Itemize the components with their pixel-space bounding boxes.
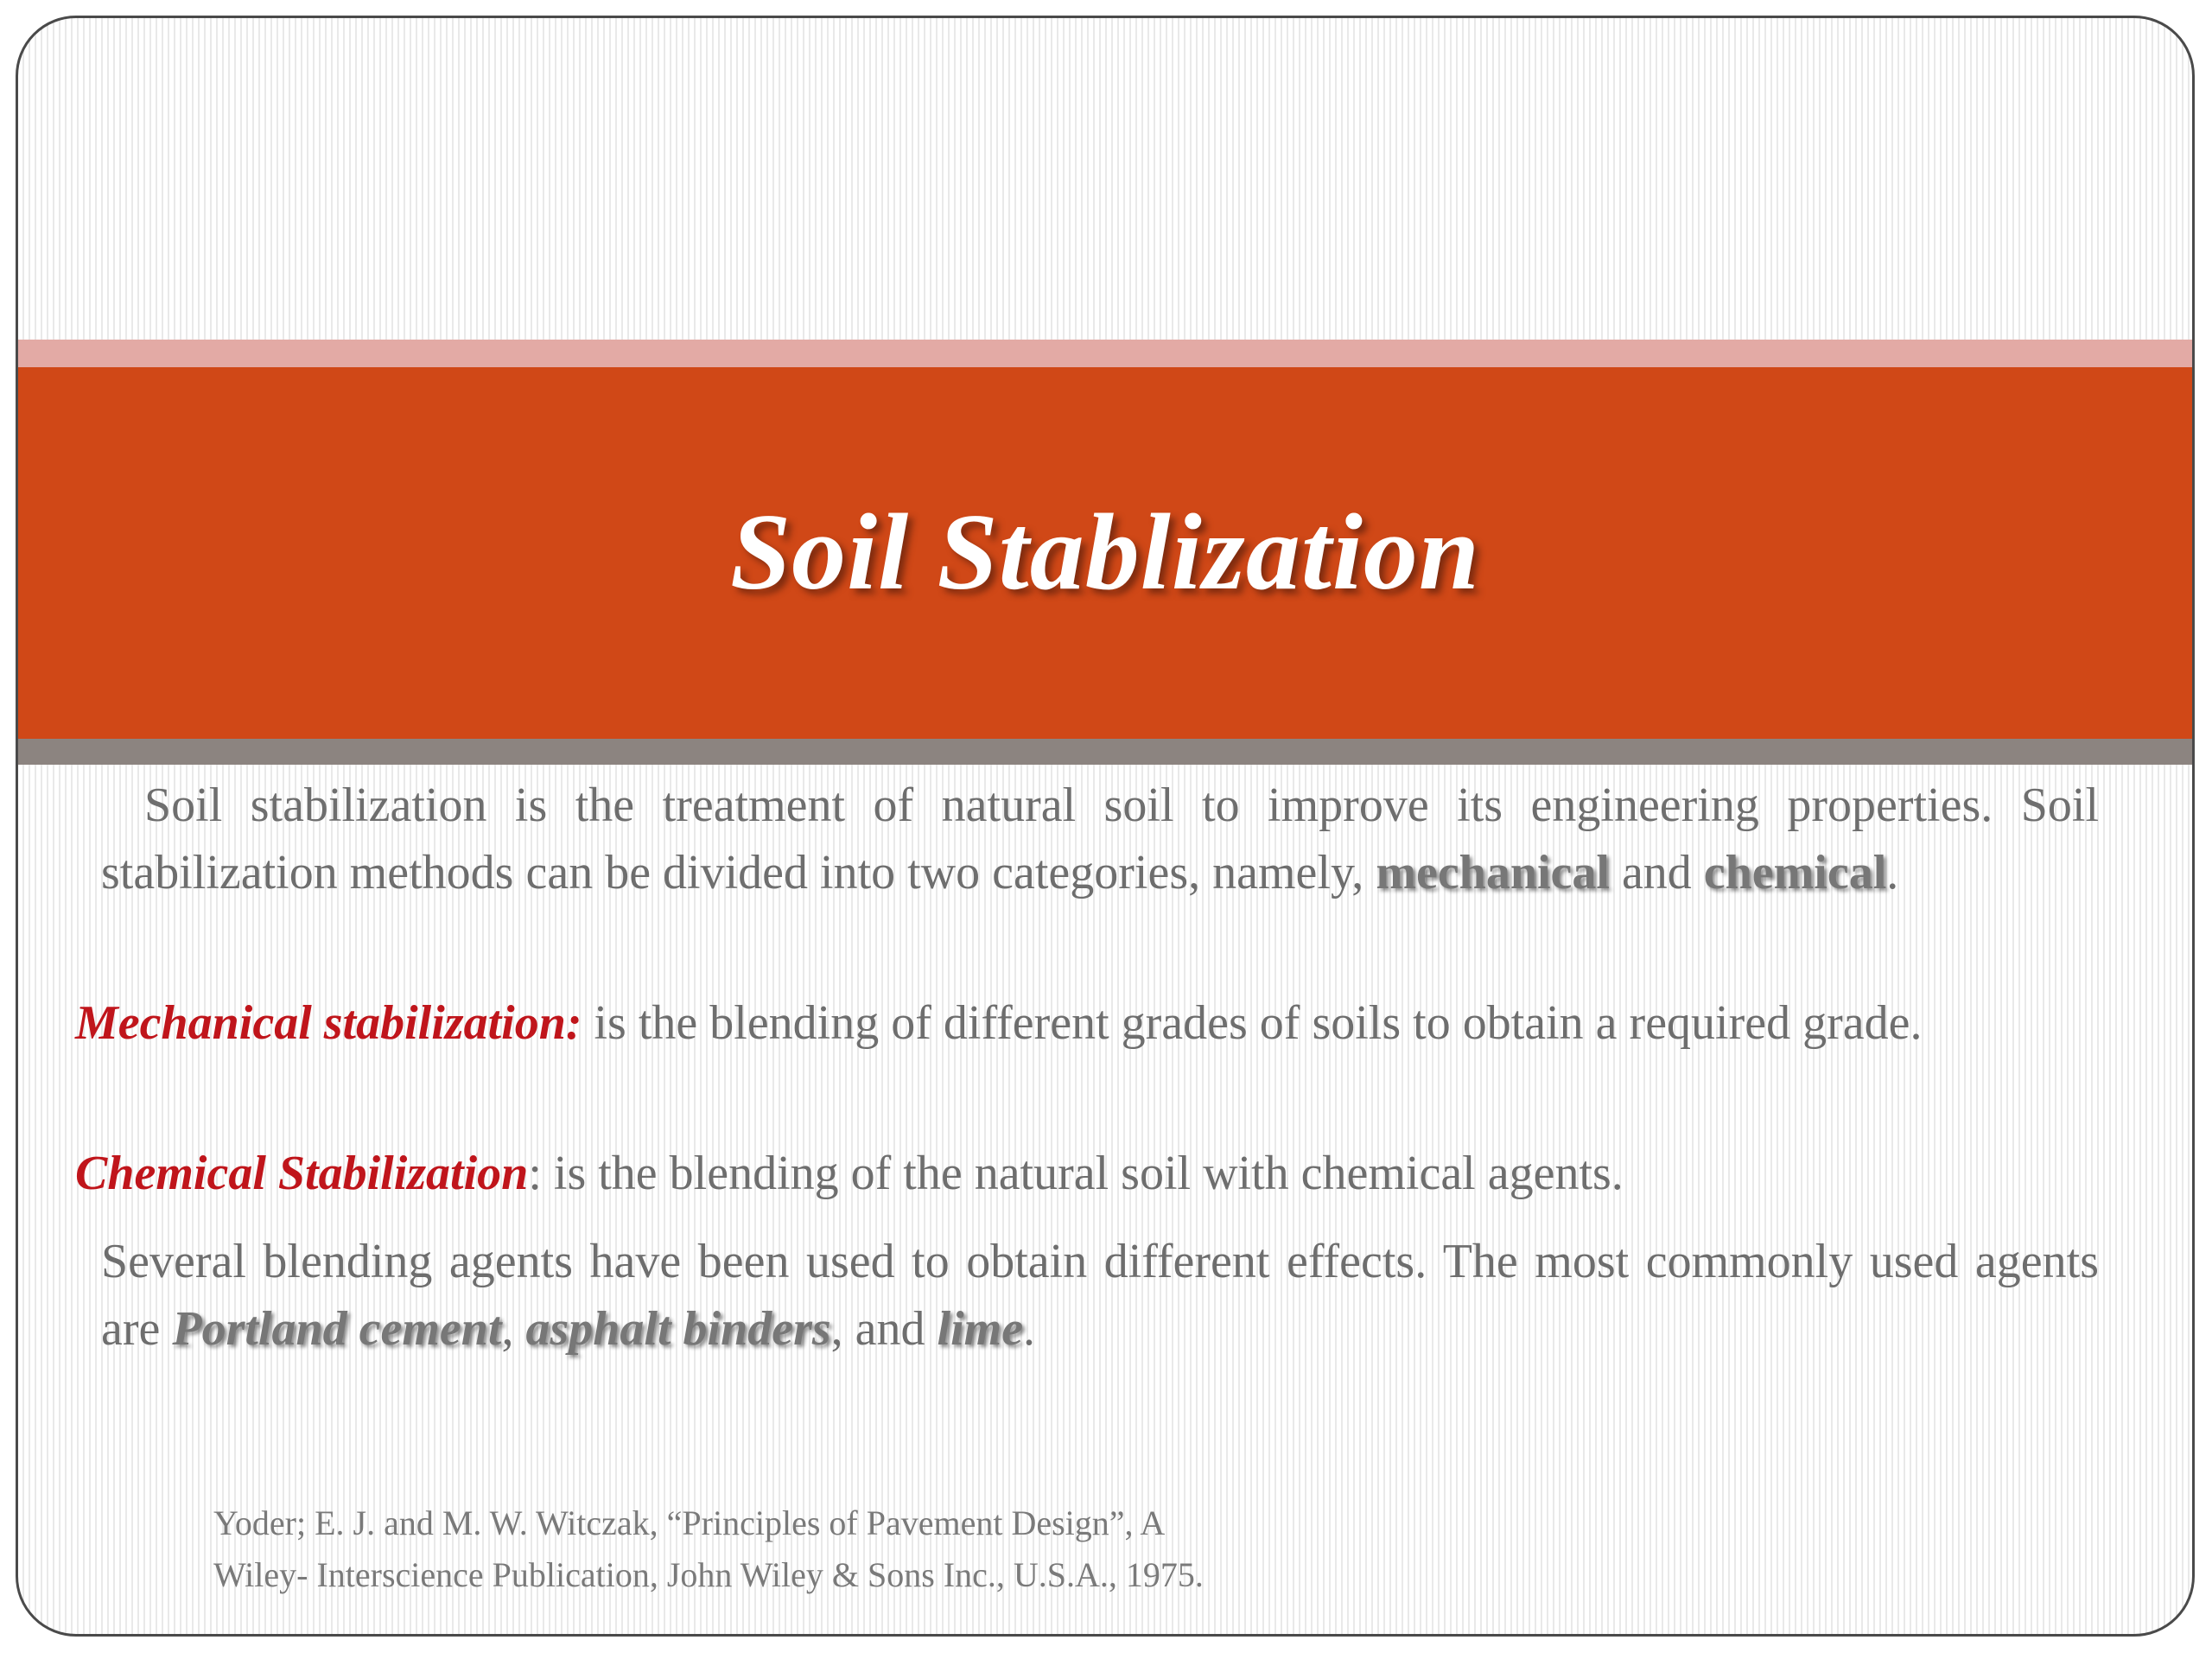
slide (16, 16, 2195, 1637)
agent-portland-cement: Portland cement (172, 1302, 502, 1356)
intro-end: . (1886, 846, 1899, 899)
mechanical-text: is the blending of different grades of soils to obtain a required grade. (582, 996, 1923, 1050)
agents-sep-1: , (501, 1302, 526, 1356)
term-chemical: chemical (1703, 846, 1887, 899)
chemical-text: : is the blending of the natural soil with chemical agents. (528, 1147, 1624, 1200)
intro-paragraph (101, 772, 2099, 906)
reference-line-2: Wiley- Interscience Publication, John Wiley & Sons Inc., U.S.A., 1975. (213, 1555, 1204, 1594)
reference-line-1: Yoder; E. J. and M. W. Witczak, “Principles of Pavement Design”, A (213, 1503, 1166, 1542)
agents-paragraph (101, 1228, 2099, 1363)
agent-asphalt-binders: asphalt binders (525, 1302, 831, 1356)
intro-connector: and (1609, 846, 1704, 899)
agents-text: Several blending agents have been used to obtain different effects. The most commonly used agents are (101, 1235, 2099, 1356)
slide-title: Soil Stablization (730, 493, 1480, 613)
agents-sep-2: , and (830, 1302, 938, 1356)
agent-lime: lime (937, 1302, 1024, 1356)
reference-citation (213, 1497, 1423, 1601)
chemical-label: Chemical Stabilization (75, 1147, 529, 1200)
term-mechanical: mechanical (1376, 846, 1610, 899)
intro-text: Soil stabilization is the treatment of natural soil to improve its engineering properties. Soil stabilization methods can be divided into two categories, namely, (101, 779, 2099, 899)
mechanical-paragraph (75, 989, 2099, 1057)
chemical-paragraph (75, 1140, 2099, 1207)
title-bottom-accent-strip (18, 739, 2192, 765)
agents-end: . (1023, 1302, 1036, 1356)
title-band (18, 367, 2192, 739)
mechanical-label: Mechanical stabilization: (75, 996, 582, 1050)
title-top-accent-strip (18, 340, 2192, 367)
